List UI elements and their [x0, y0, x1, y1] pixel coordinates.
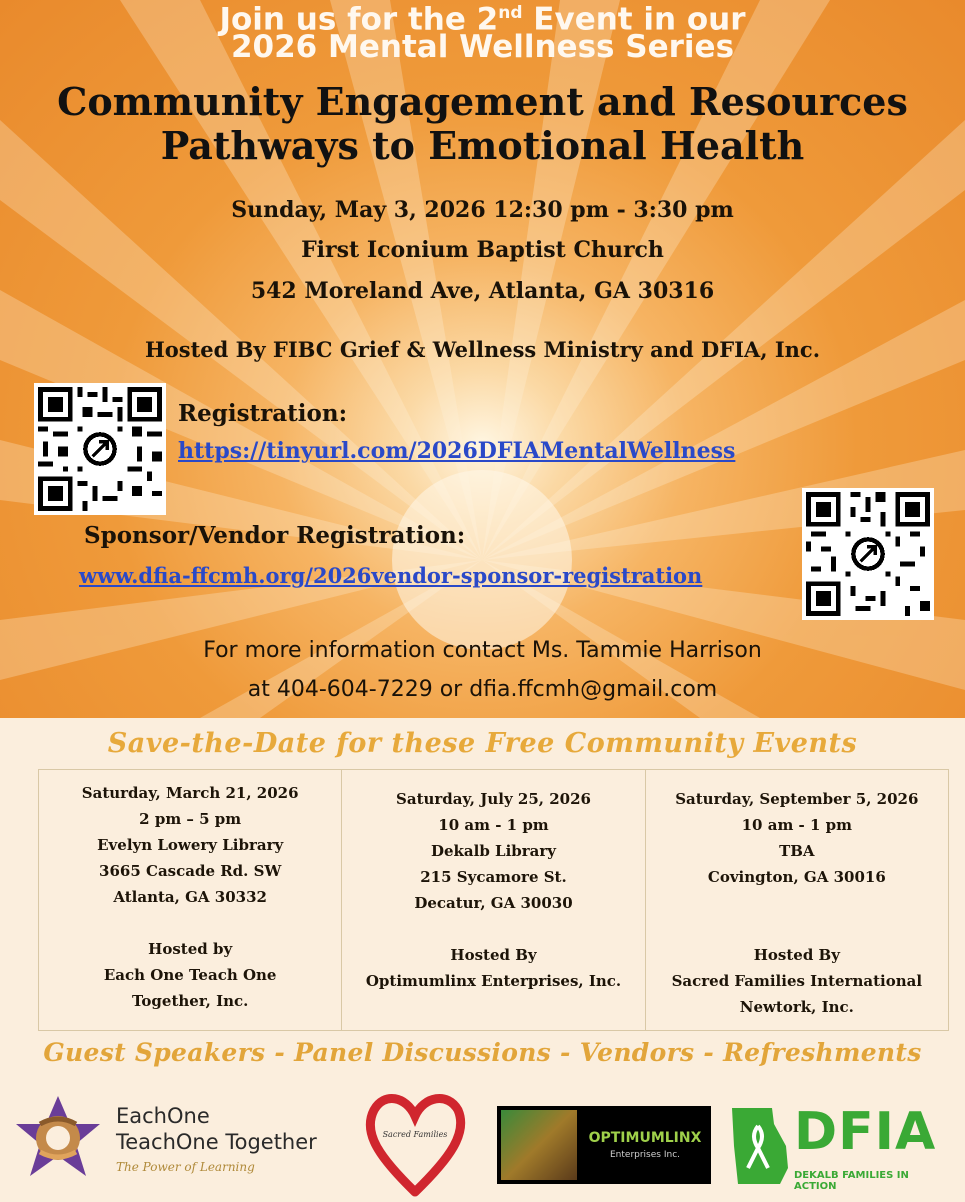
event-street: 3665 Cascade Rd. SW — [99, 862, 282, 880]
event-host-line1: Sacred Families International — [671, 972, 923, 990]
series-line1-sup: nd — [498, 3, 523, 23]
event-date: Saturday, July 25, 2026 — [396, 790, 591, 808]
event-place: TBA — [779, 842, 815, 860]
heart-icon — [360, 1088, 470, 1198]
eachone-logo — [12, 1090, 352, 1190]
event-street: 215 Sycamore St. — [420, 868, 567, 886]
event-hosts: Hosted By FIBC Grief & Wellness Ministry and DFIA, Inc. — [144, 337, 821, 362]
event-host-line1: Optimumlinx Enterprises, Inc. — [365, 972, 622, 990]
event-city: Decatur, GA 30030 — [414, 894, 573, 912]
sponsor-label: Sponsor/Vendor Registration: — [84, 522, 466, 549]
optimumlinx-name: OPTIMUMLINX — [588, 1130, 702, 1146]
optimumlinx-sub: Enterprises Inc. — [609, 1150, 680, 1160]
event-address: 542 Moreland Ave, Atlanta, GA 30316 — [250, 278, 715, 304]
event-street: Covington, GA 30016 — [707, 868, 886, 886]
star-hands-icon — [12, 1094, 104, 1184]
event-date: Saturday, September 5, 2026 — [675, 790, 919, 808]
eachone-tagline: The Power of Learning — [116, 1160, 255, 1174]
registration-label: Registration: — [178, 400, 348, 427]
events-table — [38, 769, 949, 1031]
qr-code-icon[interactable] — [34, 383, 166, 515]
event-place: Dekalb Library — [430, 842, 557, 860]
features-heading: Guest Speakers - Panel Discussions - Vendors - Refreshments — [43, 1038, 922, 1067]
dfia-wordmark: DFIA — [794, 1102, 937, 1162]
event-card-july — [342, 770, 645, 1030]
event-host-line1: Each One Teach One — [103, 966, 277, 984]
event-hosted-label: Hosted By — [753, 946, 840, 964]
event-city: Atlanta, GA 30332 — [113, 888, 267, 906]
sponsor-link[interactable]: www.dfia-ffcmh.org/2026vendor-sponsor-registration — [79, 563, 703, 588]
event-host-line2: Together, Inc. — [131, 992, 249, 1010]
event-date: Saturday, March 21, 2026 — [81, 784, 299, 802]
event-venue: First Iconium Baptist Church — [301, 237, 664, 263]
registration-link[interactable]: https://tinyurl.com/2026DFIAMentalWellness — [178, 438, 736, 464]
event-hosted-label: Hosted By — [450, 946, 537, 964]
dfia-subtitle: DEKALB FAMILIES IN ACTION — [794, 1170, 909, 1192]
event-card-march — [39, 770, 342, 1030]
contact-line1: For more information contact Ms. Tammie Harrison — [203, 638, 762, 663]
qr-code-icon[interactable] — [802, 488, 934, 620]
eachone-line1: EachOne — [116, 1104, 210, 1128]
georgia-ribbon-icon — [728, 1106, 790, 1186]
event-host-line2: Newtork, Inc. — [739, 998, 854, 1016]
contact-line2: at 404-604-7229 or dfia.ffcmh@gmail.com — [247, 677, 718, 702]
event-card-september — [646, 770, 948, 1030]
event-title-line2: Pathways to Emotional Health — [160, 123, 805, 168]
save-the-date-heading: Save-the-Date for these Free Community Events — [107, 728, 858, 759]
sacred-families-logo — [360, 1088, 470, 1198]
dfia-logo — [728, 1104, 950, 1194]
optimumlinx-logo — [497, 1106, 711, 1184]
sacred-families-text: Sacred Families — [382, 1130, 448, 1139]
eachone-line2: TeachOne Together — [116, 1130, 317, 1154]
event-place: Evelyn Lowery Library — [97, 836, 284, 854]
lynx-image-icon — [501, 1110, 577, 1180]
event-title-line1: Community Engagement and Resources — [57, 79, 908, 124]
series-line1-post: Event in our — [522, 1, 746, 38]
series-line1-pre: Join us for the 2 — [219, 1, 499, 38]
event-time: 10 am - 1 pm — [438, 816, 549, 834]
series-heading-line2: 2026 Mental Wellness Series — [230, 29, 735, 65]
event-time: 2 pm – 5 pm — [139, 810, 242, 828]
event-datetime: Sunday, May 3, 2026 12:30 pm - 3:30 pm — [231, 197, 734, 223]
event-hosted-label: Hosted by — [148, 940, 233, 958]
event-time: 10 am - 1 pm — [741, 816, 853, 834]
